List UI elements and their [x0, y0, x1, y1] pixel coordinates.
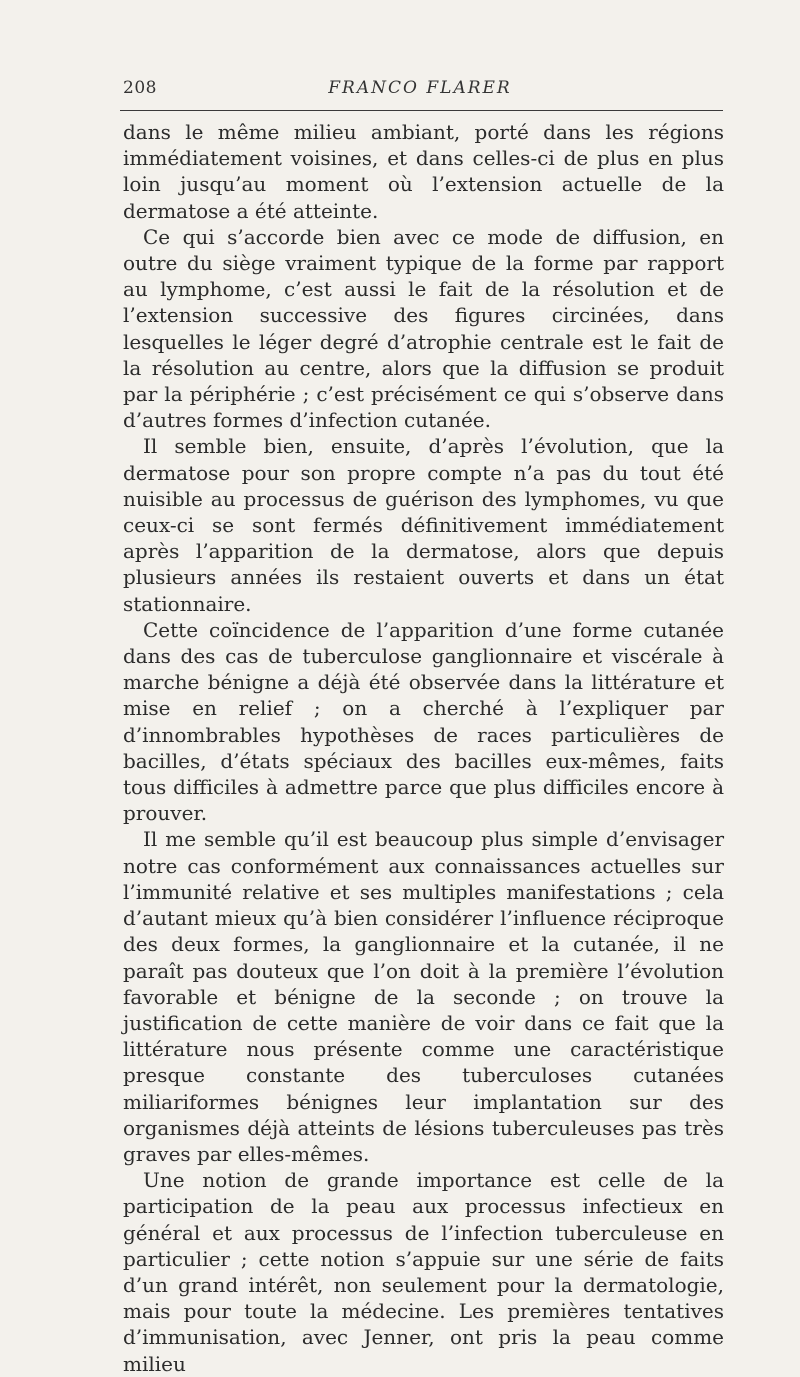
page-number: 208	[123, 78, 157, 98]
body-text	[123, 119, 724, 1377]
page-header	[120, 78, 720, 102]
paragraph: Une notion de grande importance est celle de la participation de la peau aux processus infectieux en général et aux processus de l’infection tuberculeuse en particulier ; cette notion s’appuie sur une série de faits d’un grand intérêt, non seulement pour la dermatologie, mais pour toute la médecine. Les premières tentatives d’immunisation, avec Jenner, ont pris la peau comme milieu	[123, 1168, 724, 1376]
paragraph: dans le même milieu ambiant, porté dans les régions immédiatement voisines, et dans celles-ci de plus en plus loin jusqu’au moment où l’extension actuelle de la dermatose a été atteinte.	[123, 120, 724, 223]
paragraph: Ce qui s’accorde bien avec ce mode de diffusion, en outre du siège vraiment typique de la forme par rapport au lymphome, c’est aussi le fait de la résolution et de l’extension successive des figures circinées, dans lesquelles le léger degré d’atrophie centrale est le fait de la résolution au centre, alors que la diffusion se produit par la périphérie ; c’est précisément ce qui s’observe dans d’autres formes d’infection cutanée.	[123, 224, 724, 433]
paragraph: Il semble bien, ensuite, d’après l’évolution, que la dermatose pour son propre compte n’a pas du tout été nuisible au processus de guérison des lymphomes, vu que ceux-ci se sont fermés définitivement immédiatement après l’apparition de la dermatose, alors que depuis plusieurs années ils restaient ouverts et dans un état stationnaire.	[123, 434, 724, 616]
header-rule	[120, 110, 723, 111]
paragraph: Cette coïncidence de l’apparition d’une forme cutanée dans des cas de tuberculose ganglionnaire et viscérale à marche bénigne a déjà été observée dans la littérature et mise en relief ; on a cherché à l’expliquer par d’innombrables hypothèses de races particulières de bacilles, d’états spéciaux des bacilles eux-mêmes, faits tous difficiles à admettre parce que plus difficiles encore à prouver.	[123, 617, 724, 826]
running-title: FRANCO FLARER	[328, 78, 512, 98]
paragraph: Il me semble qu’il est beaucoup plus simple d’envisager notre cas conformément aux connaissances actuelles sur l’immunité relative et ses multiples manifestations ; cela d’autant mieux qu’à bien considérer l’influence réciproque des deux formes, la ganglionnaire et la cutanée, il ne paraît pas douteux que l’on doit à la première l’évolution favorable et bénigne de la seconde ; on trouve la justification de cette manière de voir dans ce fait que la littérature nous présente comme une caractéristique presque constante des tuberculoses cutanées miliariformes bénignes leur implantation sur des organismes déjà atteints de lésions tuberculeuses pas très graves par elles-mêmes.	[123, 827, 724, 1166]
